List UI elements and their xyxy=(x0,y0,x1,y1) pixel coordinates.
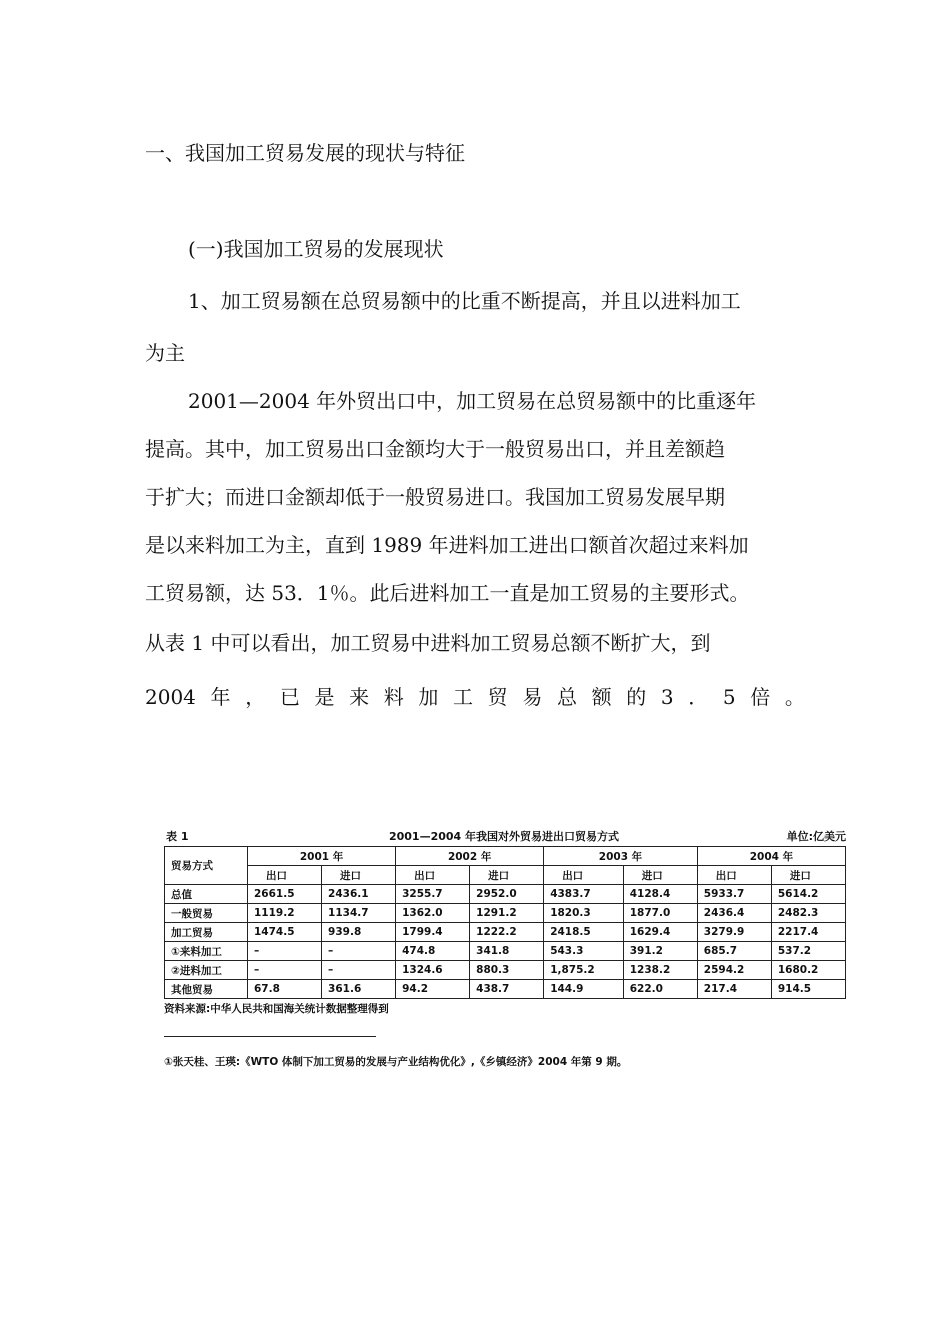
table-cell: 914.5 xyxy=(771,980,845,999)
table-cell: 1119.2 xyxy=(248,904,322,923)
table-cell: 1877.0 xyxy=(623,904,697,923)
table-cell: – xyxy=(322,961,396,980)
table-row xyxy=(165,885,846,904)
table-cell: 939.8 xyxy=(322,923,396,942)
table-cell: 2482.3 xyxy=(771,904,845,923)
table-cell: 94.2 xyxy=(396,980,470,999)
table-cell: 1324.6 xyxy=(396,961,470,980)
year-header: 2001 年 xyxy=(248,847,396,866)
trade-table xyxy=(164,846,846,999)
table-cell: – xyxy=(248,961,322,980)
row-label: ①来料加工 xyxy=(165,942,248,961)
last-line-token: 额 xyxy=(591,685,612,709)
import-header: 进口 xyxy=(771,866,845,885)
body-paragraph-line: 于扩大；而进口金额却低于一般贸易进口。我国加工贸易发展早期 xyxy=(145,485,725,509)
body-paragraph-line: 提高。其中，加工贸易出口金额均大于一般贸易出口，并且差额趋 xyxy=(145,437,725,461)
last-line-token: 年 xyxy=(210,685,231,709)
table-cell: 144.9 xyxy=(544,980,624,999)
table-cell: 2661.5 xyxy=(248,885,322,904)
year-header: 2002 年 xyxy=(396,847,544,866)
table-cell: 1820.3 xyxy=(544,904,624,923)
table-row xyxy=(165,980,846,999)
table-cell: 1474.5 xyxy=(248,923,322,942)
table-cell: 341.8 xyxy=(470,942,544,961)
row-label: 一般贸易 xyxy=(165,904,248,923)
body-paragraph-line: 是以来料加工为主，直到 1989 年进料加工进出口额首次超过来料加 xyxy=(145,533,749,557)
row-label: ②进料加工 xyxy=(165,961,248,980)
table-unit: 单位:亿美元 xyxy=(786,830,846,843)
footnote: ①张天桂、王瑛:《WTO 体制下加工贸易的发展与产业结构优化》,《乡镇经济》2004 年第 9 期。 xyxy=(164,1056,628,1068)
table-label: 表 1 xyxy=(166,830,189,843)
year-header: 2003 年 xyxy=(544,847,698,866)
table-cell: 1629.4 xyxy=(623,923,697,942)
row-label: 加工贸易 xyxy=(165,923,248,942)
table-cell: 438.7 xyxy=(470,980,544,999)
table-cell: 1680.2 xyxy=(771,961,845,980)
row-label: 总值 xyxy=(165,885,248,904)
import-header: 进口 xyxy=(623,866,697,885)
last-line-token: 总 xyxy=(556,685,577,709)
table-cell: 1362.0 xyxy=(396,904,470,923)
table-cell: 2594.2 xyxy=(697,961,771,980)
import-header: 进口 xyxy=(470,866,544,885)
table-row xyxy=(165,904,846,923)
export-header: 出口 xyxy=(396,866,470,885)
table-cell: 1134.7 xyxy=(322,904,396,923)
last-line-token: 是 xyxy=(314,685,335,709)
last-line-token: 贸 xyxy=(487,685,508,709)
table-cell: 3255.7 xyxy=(396,885,470,904)
table-cell: 622.0 xyxy=(623,980,697,999)
export-header: 出口 xyxy=(248,866,322,885)
table-cell: – xyxy=(248,942,322,961)
table-cell: 217.4 xyxy=(697,980,771,999)
export-header: 出口 xyxy=(697,866,771,885)
subsection-heading: (一)我国加工贸易的发展现状 xyxy=(188,237,444,261)
last-line-token: 料 xyxy=(383,685,404,709)
body-paragraph-line: 工贸易额，达 53．1％。此后进料加工一直是加工贸易的主要形式。 xyxy=(145,581,750,605)
footnote-divider xyxy=(164,1036,376,1037)
table-row xyxy=(165,923,846,942)
table-cell: 685.7 xyxy=(697,942,771,961)
item-heading-line-1: 1、加工贸易额在总贸易额中的比重不断提高，并且以进料加工 xyxy=(188,289,741,313)
table-title: 2001—2004 年我国对外贸易进出口贸易方式 xyxy=(388,830,620,843)
table-source: 资料来源:中华人民共和国海关统计数据整理得到 xyxy=(164,1003,389,1015)
table-subheader-row xyxy=(165,866,846,885)
trade-table-figure xyxy=(162,826,846,1016)
table-cell: – xyxy=(322,942,396,961)
table-row xyxy=(165,942,846,961)
last-line-token: 倍 xyxy=(750,685,771,709)
table-cell: 474.8 xyxy=(396,942,470,961)
table-cell: 2952.0 xyxy=(470,885,544,904)
table-cell: 2436.4 xyxy=(697,904,771,923)
export-header: 出口 xyxy=(544,866,624,885)
last-line-token: ， xyxy=(245,685,266,709)
corner-header: 贸易方式 xyxy=(165,847,248,885)
body-paragraph-last-line xyxy=(145,682,805,712)
table-cell: 391.2 xyxy=(623,942,697,961)
last-line-token: 。 xyxy=(784,685,805,709)
table-cell: 880.3 xyxy=(470,961,544,980)
section-heading: 一、我国加工贸易发展的现状与特征 xyxy=(145,141,465,165)
year-header: 2004 年 xyxy=(697,847,845,866)
table-cell: 2217.4 xyxy=(771,923,845,942)
last-line-token: 易 xyxy=(522,685,543,709)
last-line-token: 加 xyxy=(418,685,439,709)
last-line-token: 3 xyxy=(660,685,674,709)
table-caption xyxy=(162,826,846,846)
last-line-token: 2004 xyxy=(145,685,196,709)
table-cell: 2418.5 xyxy=(544,923,624,942)
last-line-token: 来 xyxy=(349,685,370,709)
last-line-token: 已 xyxy=(279,685,300,709)
table-cell: 1291.2 xyxy=(470,904,544,923)
table-cell: 1,875.2 xyxy=(544,961,624,980)
table-cell: 2436.1 xyxy=(322,885,396,904)
row-label: 其他贸易 xyxy=(165,980,248,999)
last-line-token: 工 xyxy=(453,685,474,709)
last-line-token: 5 xyxy=(722,685,736,709)
last-line-token: ． xyxy=(688,685,709,709)
table-row xyxy=(165,961,846,980)
table-cell: 1222.2 xyxy=(470,923,544,942)
table-cell: 1799.4 xyxy=(396,923,470,942)
table-cell: 543.3 xyxy=(544,942,624,961)
table-cell: 5614.2 xyxy=(771,885,845,904)
table-cell: 4383.7 xyxy=(544,885,624,904)
body-paragraph-line: 从表 1 中可以看出，加工贸易中进料加工贸易总额不断扩大，到 xyxy=(145,631,711,655)
table-cell: 3279.9 xyxy=(697,923,771,942)
body-paragraph-line: 2001—2004 年外贸出口中，加工贸易在总贸易额中的比重逐年 xyxy=(188,389,757,413)
table-cell: 537.2 xyxy=(771,942,845,961)
table-cell: 5933.7 xyxy=(697,885,771,904)
table-cell: 4128.4 xyxy=(623,885,697,904)
table-cell: 67.8 xyxy=(248,980,322,999)
item-heading-line-2: 为主 xyxy=(145,341,185,365)
import-header: 进口 xyxy=(322,866,396,885)
table-cell: 361.6 xyxy=(322,980,396,999)
last-line-token: 的 xyxy=(626,685,647,709)
table-cell: 1238.2 xyxy=(623,961,697,980)
table-header-row xyxy=(165,847,846,866)
